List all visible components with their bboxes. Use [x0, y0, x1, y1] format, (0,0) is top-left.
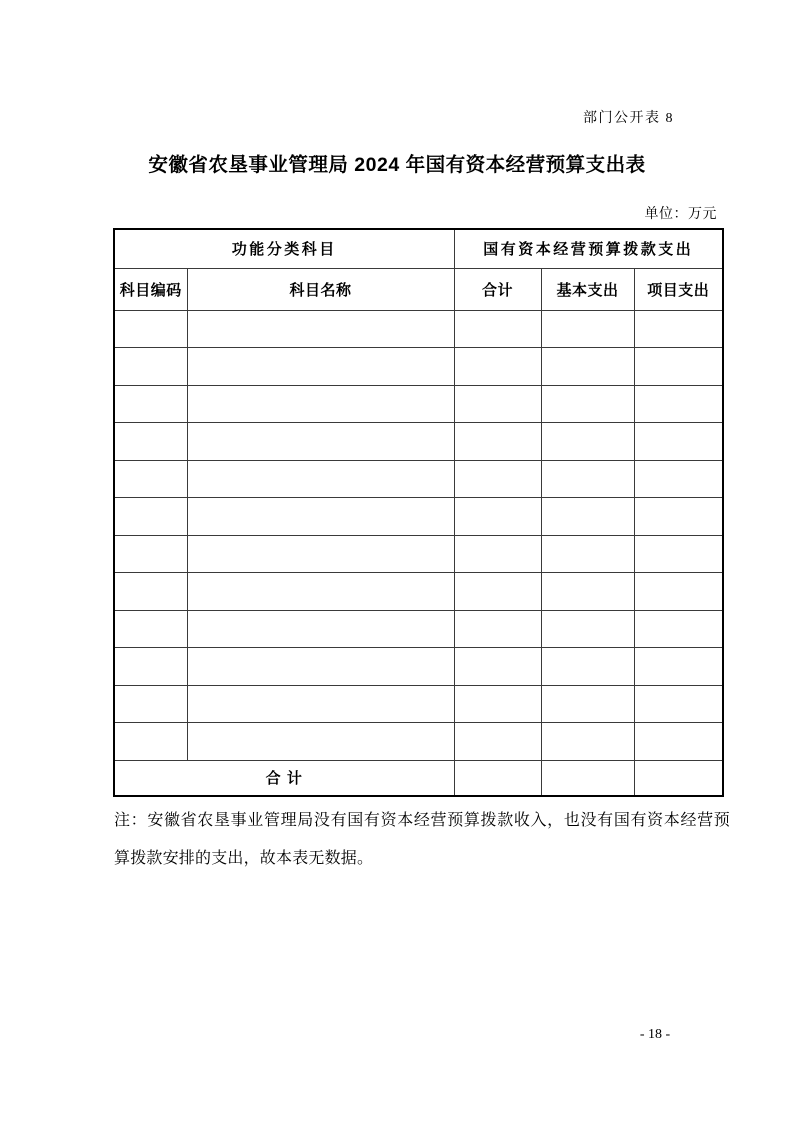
table-cell-empty: [541, 460, 634, 498]
col-header-subject-code: 科目编码: [114, 268, 187, 310]
table-cell-empty: [187, 610, 454, 648]
table-cell-empty: [187, 535, 454, 573]
table-cell-empty: [454, 423, 541, 461]
col-header-total: 合计: [454, 268, 541, 310]
table-row: [114, 685, 723, 723]
total-label-cell: 合 计: [114, 760, 454, 796]
table-cell-empty: [541, 610, 634, 648]
table-cell-empty: [187, 648, 454, 686]
table-row: [114, 385, 723, 423]
table-cell-empty: [634, 498, 723, 536]
table-cell-empty: [187, 685, 454, 723]
table-cell-empty: [541, 385, 634, 423]
table-cell-empty: [114, 723, 187, 761]
unit-label: 单位：万元: [644, 207, 717, 222]
table-cell-empty: [114, 310, 187, 348]
table-cell-empty: [541, 648, 634, 686]
table-cell-empty: [114, 535, 187, 573]
table-cell-empty: [634, 460, 723, 498]
table-row: [114, 460, 723, 498]
group-header-state-capital-budget-expenditure: 国有资本经营预算拨款支出: [454, 229, 723, 268]
table-row: [114, 573, 723, 611]
table-cell-empty: [454, 460, 541, 498]
table-cell-empty: [454, 723, 541, 761]
table-cell-empty: [114, 423, 187, 461]
table-row: [114, 348, 723, 386]
table-cell-empty: [634, 385, 723, 423]
footnote-line-2: 算拨款安排的支出，故本表无数据。: [114, 850, 374, 867]
table-row: [114, 498, 723, 536]
corner-table-label: 部门公开表 8: [583, 111, 674, 126]
table-row: [114, 535, 723, 573]
table-row: [114, 610, 723, 648]
table-cell-empty: [114, 573, 187, 611]
table-cell-empty: [454, 385, 541, 423]
table-cell-empty: [187, 573, 454, 611]
total-value-cell-basic: [541, 760, 634, 796]
table-cell-empty: [541, 535, 634, 573]
table-cell-empty: [634, 610, 723, 648]
table-cell-empty: [114, 685, 187, 723]
table-cell-empty: [114, 348, 187, 386]
table-cell-empty: [541, 723, 634, 761]
table-cell-empty: [541, 573, 634, 611]
table-cell-empty: [634, 310, 723, 348]
table-row: [114, 423, 723, 461]
group-header-row: [114, 229, 723, 268]
table-cell-empty: [187, 385, 454, 423]
total-value-cell-project: [634, 760, 723, 796]
column-header-row: [114, 268, 723, 310]
table-cell-empty: [541, 348, 634, 386]
table-cell-empty: [634, 535, 723, 573]
table-cell-empty: [454, 535, 541, 573]
table-cell-empty: [187, 423, 454, 461]
table-body: [114, 310, 723, 760]
total-value-cell-total: [454, 760, 541, 796]
table-cell-empty: [454, 498, 541, 536]
table-cell-empty: [114, 610, 187, 648]
footnote-line-1: 注：安徽省农垦事业管理局没有国有资本经营预算拨款收入，也没有国有资本经营预: [114, 812, 730, 829]
table-row: [114, 723, 723, 761]
table-cell-empty: [634, 648, 723, 686]
table-cell-empty: [454, 648, 541, 686]
page-title: 安徽省农垦事业管理局 2024 年国有资本经营预算支出表: [148, 154, 646, 176]
col-header-subject-name: 科目名称: [187, 268, 454, 310]
table-cell-empty: [541, 685, 634, 723]
table-cell-empty: [541, 310, 634, 348]
table-cell-empty: [634, 723, 723, 761]
table-cell-empty: [454, 310, 541, 348]
table-cell-empty: [634, 685, 723, 723]
table-header: [114, 229, 723, 310]
table-cell-empty: [454, 685, 541, 723]
footnote: [114, 802, 730, 878]
table-cell-empty: [187, 460, 454, 498]
table-cell-empty: [634, 348, 723, 386]
table-cell-empty: [454, 610, 541, 648]
table-cell-empty: [187, 348, 454, 386]
table-cell-empty: [454, 573, 541, 611]
table-cell-empty: [634, 573, 723, 611]
table-cell-empty: [541, 423, 634, 461]
table-cell-empty: [541, 498, 634, 536]
table-cell-empty: [114, 385, 187, 423]
group-header-function-classification: 功能分类科目: [114, 229, 454, 268]
total-row: [114, 760, 723, 796]
table-cell-empty: [114, 648, 187, 686]
table-cell-empty: [114, 498, 187, 536]
table-cell-empty: [114, 460, 187, 498]
table-cell-empty: [187, 498, 454, 536]
table-footer: [114, 760, 723, 796]
table-row: [114, 310, 723, 348]
col-header-basic-expenditure: 基本支出: [541, 268, 634, 310]
page-number: - 18 -: [639, 1027, 671, 1042]
table-cell-empty: [634, 423, 723, 461]
table-cell-empty: [187, 310, 454, 348]
table-row: [114, 648, 723, 686]
col-header-project-expenditure: 项目支出: [634, 268, 723, 310]
budget-table: [113, 228, 724, 797]
table-cell-empty: [187, 723, 454, 761]
table-cell-empty: [454, 348, 541, 386]
